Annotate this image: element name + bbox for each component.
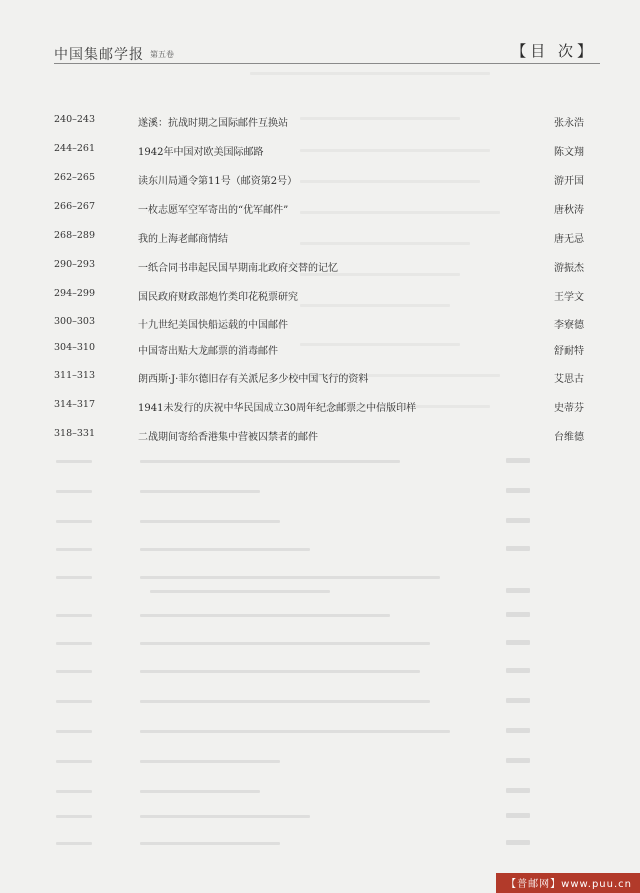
toc-pages: 318–331 [54, 428, 96, 439]
toc-author: 张永浩 [554, 118, 584, 129]
toc-entry [0, 114, 640, 130]
toc-title: 遂溪：抗战时期之国际邮件互换站 [138, 118, 288, 129]
volume-label: 第五卷 [150, 50, 174, 59]
toc-entry [0, 230, 640, 246]
toc-entry [0, 399, 640, 415]
toc-entry [0, 259, 640, 275]
toc-pages: 262–265 [54, 172, 96, 183]
toc-title: 二战期间寄给香港集中营被囚禁者的邮件 [138, 432, 318, 443]
toc-author: 史蒂芬 [554, 403, 584, 414]
toc-title: 一枚志愿军空军寄出的“优军邮件” [138, 205, 289, 216]
toc-entry [0, 143, 640, 159]
toc-title: 一纸合同书串起民国早期南北政府交替的记忆 [138, 263, 338, 274]
toc-title: 我的上海老邮商情结 [138, 234, 228, 245]
toc-author: 唐秋涛 [554, 205, 584, 216]
toc-pages: 266–267 [54, 201, 96, 212]
toc-entry [0, 288, 640, 304]
toc-title: 十九世纪美国快船运载的中国邮件 [138, 320, 288, 331]
site-watermark: 【普邮网】www.puu.cn [496, 873, 640, 893]
toc-author: 艾思古 [554, 374, 584, 385]
toc-pages: 311–313 [54, 370, 96, 381]
journal-title: 中国集邮学报 [54, 47, 144, 63]
toc-title: 读东川局通令第11号（邮资第2号） [138, 176, 298, 187]
toc-entry [0, 428, 640, 444]
toc-pages: 304–310 [54, 342, 96, 353]
toc-title: 国民政府财政部炮竹类印花税票研究 [138, 292, 298, 303]
toc-author: 王学文 [554, 292, 584, 303]
toc-pages: 290–293 [54, 259, 96, 270]
toc-entry [0, 342, 640, 358]
toc-pages: 294–299 [54, 288, 96, 299]
toc-pages: 314–317 [54, 399, 96, 410]
toc-author: 陈文翔 [554, 147, 584, 158]
toc-entry [0, 172, 640, 188]
toc-pages: 240–243 [54, 114, 96, 125]
toc-author: 唐无忌 [554, 234, 584, 245]
header-rule [54, 63, 600, 64]
toc-entry [0, 201, 640, 217]
toc-pages: 244–261 [54, 143, 96, 154]
toc-title: 朗西斯·J·菲尔德旧存有关派尼多少校中国飞行的资料 [138, 374, 369, 385]
toc-author: 游开国 [554, 176, 584, 187]
toc-author: 游振杰 [554, 263, 584, 274]
toc-author: 舒耐特 [554, 346, 584, 357]
toc-entry [0, 316, 640, 332]
toc-pages: 268–289 [54, 230, 96, 241]
toc-title: 中国寄出贴大龙邮票的消毒邮件 [138, 346, 278, 357]
page-header [54, 40, 600, 64]
toc-title: 1941未发行的庆祝中华民国成立30周年纪念邮票之中信版印样 [138, 403, 417, 414]
section-title: 【目 次】 [511, 42, 596, 60]
toc-author: 台维德 [554, 432, 584, 443]
toc-author: 李寮德 [554, 320, 584, 331]
toc-entry [0, 370, 640, 386]
toc-pages: 300–303 [54, 316, 96, 327]
toc-title: 1942年中国对欧美国际邮路 [138, 147, 264, 158]
